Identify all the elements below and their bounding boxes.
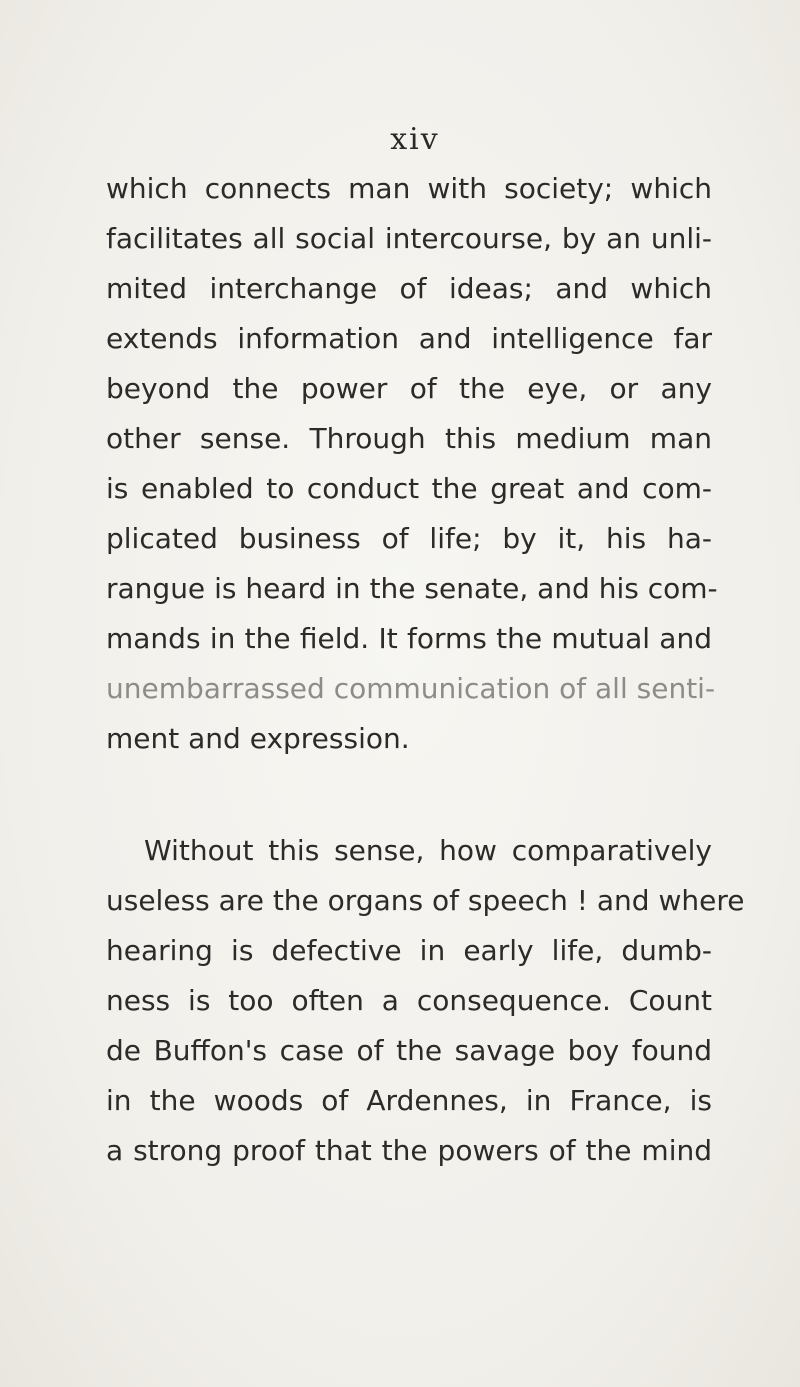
text-line: Without this sense, how comparatively	[144, 834, 712, 867]
text-line: ment and expression.	[106, 722, 410, 755]
text-line: other sense. Through this medium man	[106, 422, 712, 455]
text-line: useless are the organs of speech ! and where	[106, 884, 745, 917]
text-line: mited interchange of ideas; and which	[106, 272, 712, 305]
text-line: extends information and intelligence far	[106, 322, 712, 355]
text-line: unembarrassed communication of all senti-	[106, 672, 716, 705]
text-line: rangue is heard in the senate, and his com-	[106, 572, 718, 605]
text-line: is enabled to conduct the great and com-	[106, 472, 712, 505]
text-line: mands in the field. It forms the mutual and	[106, 622, 712, 655]
text-line: which connects man with society; which	[106, 172, 712, 205]
text-line: facilitates all social intercourse, by an unli-	[106, 222, 712, 255]
page-number: xiv	[390, 122, 440, 157]
text-line: ness is too often a consequence. Count	[106, 984, 712, 1017]
text-line: de Buffon's case of the savage boy found	[106, 1034, 712, 1067]
paragraph-2	[106, 826, 745, 1176]
paragraph-1	[106, 164, 718, 764]
text-line: a strong proof that the powers of the mind	[106, 1134, 712, 1167]
text-line: plicated business of life; by it, his ha-	[106, 522, 712, 555]
text-line: in the woods of Ardennes, in France, is	[106, 1084, 712, 1117]
text-line: beyond the power of the eye, or any	[106, 372, 712, 405]
text-line: hearing is defective in early life, dumb-	[106, 934, 712, 967]
